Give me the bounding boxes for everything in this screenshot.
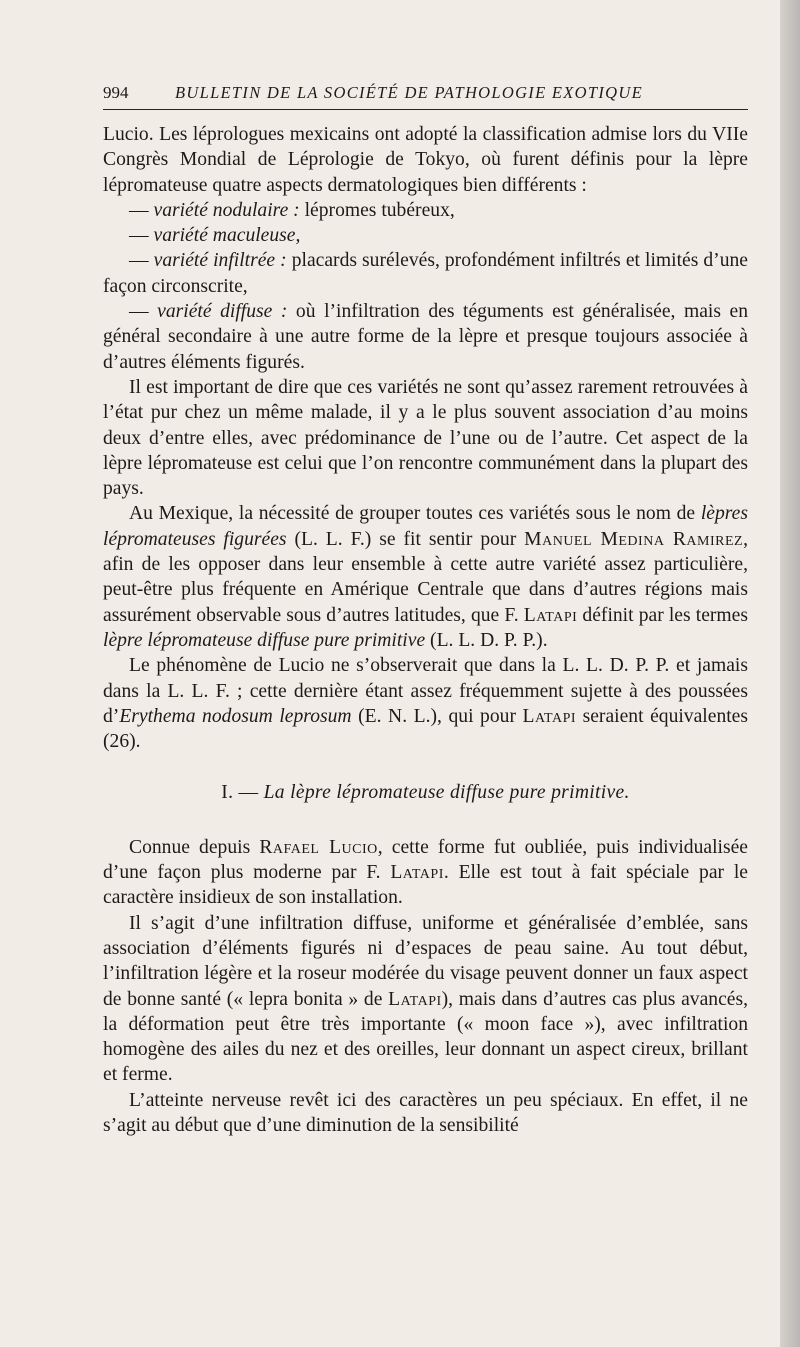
- page-edge-shadow: [780, 0, 800, 1347]
- text: L’atteinte nerveuse revêt ici des caractères un peu spéciaux. En effet, il ne s’agit au début que d’une diminution de la sensibilité: [103, 1089, 748, 1136]
- body-text: [103, 122, 748, 1138]
- author-name: Manuel Medina Ramirez: [524, 528, 744, 550]
- dash: —: [129, 199, 154, 221]
- text: Le phénomène de Lucio ne s’observerait que dans la L. L. D. P. P. et jamais dans la L. L. F. ; cette dernière étant assez fréquemment sujette à des poussées d’: [103, 655, 748, 727]
- section-number: I. —: [221, 782, 264, 804]
- list-item: [103, 248, 748, 299]
- dash: —: [129, 250, 154, 272]
- term: Erythema nodosum leprosum: [119, 705, 352, 727]
- dash: —: [129, 225, 154, 247]
- term: lèpres lépromateuses figurées: [103, 503, 748, 550]
- text: (E. N. L.), qui pour: [351, 705, 523, 727]
- paragraph: [103, 911, 748, 1088]
- author-name: Latapi: [522, 705, 577, 727]
- page-number: 994: [103, 83, 129, 102]
- dash: —: [129, 301, 158, 323]
- term: variété diffuse :: [157, 301, 288, 323]
- paragraph: [103, 835, 748, 911]
- text: Connue depuis: [129, 836, 260, 858]
- text: , cette forme fut oubliée, puis individualisée d’une façon plus moderne par F.: [103, 836, 749, 884]
- term: lèpre lépromateuse diffuse pure primitive: [103, 629, 426, 651]
- text: (L. L. F.) se fit sentir pour: [286, 528, 525, 550]
- text: seraient équivalentes (26).: [103, 705, 749, 753]
- text: ), mais dans d’autres cas plus avancés, la déformation peut être très importante (« moon face »), avec infiltration homogène des ailes du nez et des oreilles, leur donnant un aspect cireux, brillant et ferme.: [103, 988, 748, 1086]
- section-heading: [103, 780, 748, 805]
- author-name: Latapi: [390, 862, 444, 884]
- text: . Elle est tout à fait spéciale par le caractère insidieux de son installation.: [103, 862, 748, 909]
- text: lépromes tubéreux,: [299, 199, 455, 221]
- text: Il est important de dire que ces variétés ne sont qu’assez rarement retrouvées à l’état pur chez un même malade, il y a le plus souvent association d’au moins deux d’entre elles, avec prédominance de l’une ou de l’autre. Cet aspect de la lèpre lépromateuse est celui que l’on rencontre communément dans la plupart des pays.: [103, 376, 748, 500]
- text: placards surélevés, profondément infiltrés et limités d’une façon circonscrite,: [103, 250, 748, 297]
- text: (L. L. D. P. P.).: [425, 629, 548, 651]
- author-name: Rafael Lucio: [259, 836, 378, 858]
- list-item: [103, 198, 748, 223]
- paragraph: [103, 501, 748, 653]
- term: variété infiltrée :: [153, 250, 287, 272]
- paragraph: [103, 1088, 748, 1139]
- term: variété nodulaire :: [153, 199, 300, 221]
- journal-title: BULLETIN DE LA SOCIÉTÉ DE PATHOLOGIE EXOTIQUE: [175, 83, 643, 102]
- text: Il s’agit d’une infiltration diffuse, uniforme et généralisée d’emblée, sans association d’éléments figurés ni d’espaces de peau saine. Au tout début, l’infiltration légère et la roseur modérée du visage peuvent donner un faux aspect de bonne santé (« lepra bonita » de: [103, 912, 748, 1010]
- text: Lucio. Les léprologues mexicains ont adopté la classification admise lors du VIIe Congrès Mondial de Léprologie de Tokyo, où furent définis pour la lèpre lépromateuse quatre aspects dermatologiques bien différents :: [103, 124, 748, 196]
- paragraph: [103, 375, 748, 501]
- header-rule: [103, 109, 748, 110]
- paragraph: [103, 653, 748, 754]
- text: , afin de les opposer dans leur ensemble à cette autre variété assez particulière, peut-être plus fréquente en Amérique Centrale que dans d’autres régions mais assurément observable sous d’autres latitudes, que F.: [103, 528, 748, 626]
- list-item: [103, 223, 748, 248]
- list-item: [103, 299, 748, 375]
- paragraph: [103, 122, 748, 198]
- author-name: Latapi: [523, 604, 578, 626]
- text: Au Mexique, la nécessité de grouper toutes ces variétés sous le nom de: [129, 503, 701, 525]
- author-name: Latapi: [388, 988, 442, 1010]
- section-title: La lèpre lépromateuse diffuse pure primitive.: [263, 782, 630, 804]
- text: où l’infiltration des téguments est généralisée, mais en général secondaire à une autre forme de la lèpre et presque toujours associée à d’autres éléments figurés.: [103, 301, 748, 373]
- running-header: [103, 80, 748, 106]
- text: définit par les termes: [577, 604, 748, 626]
- term: variété maculeuse,: [153, 225, 301, 247]
